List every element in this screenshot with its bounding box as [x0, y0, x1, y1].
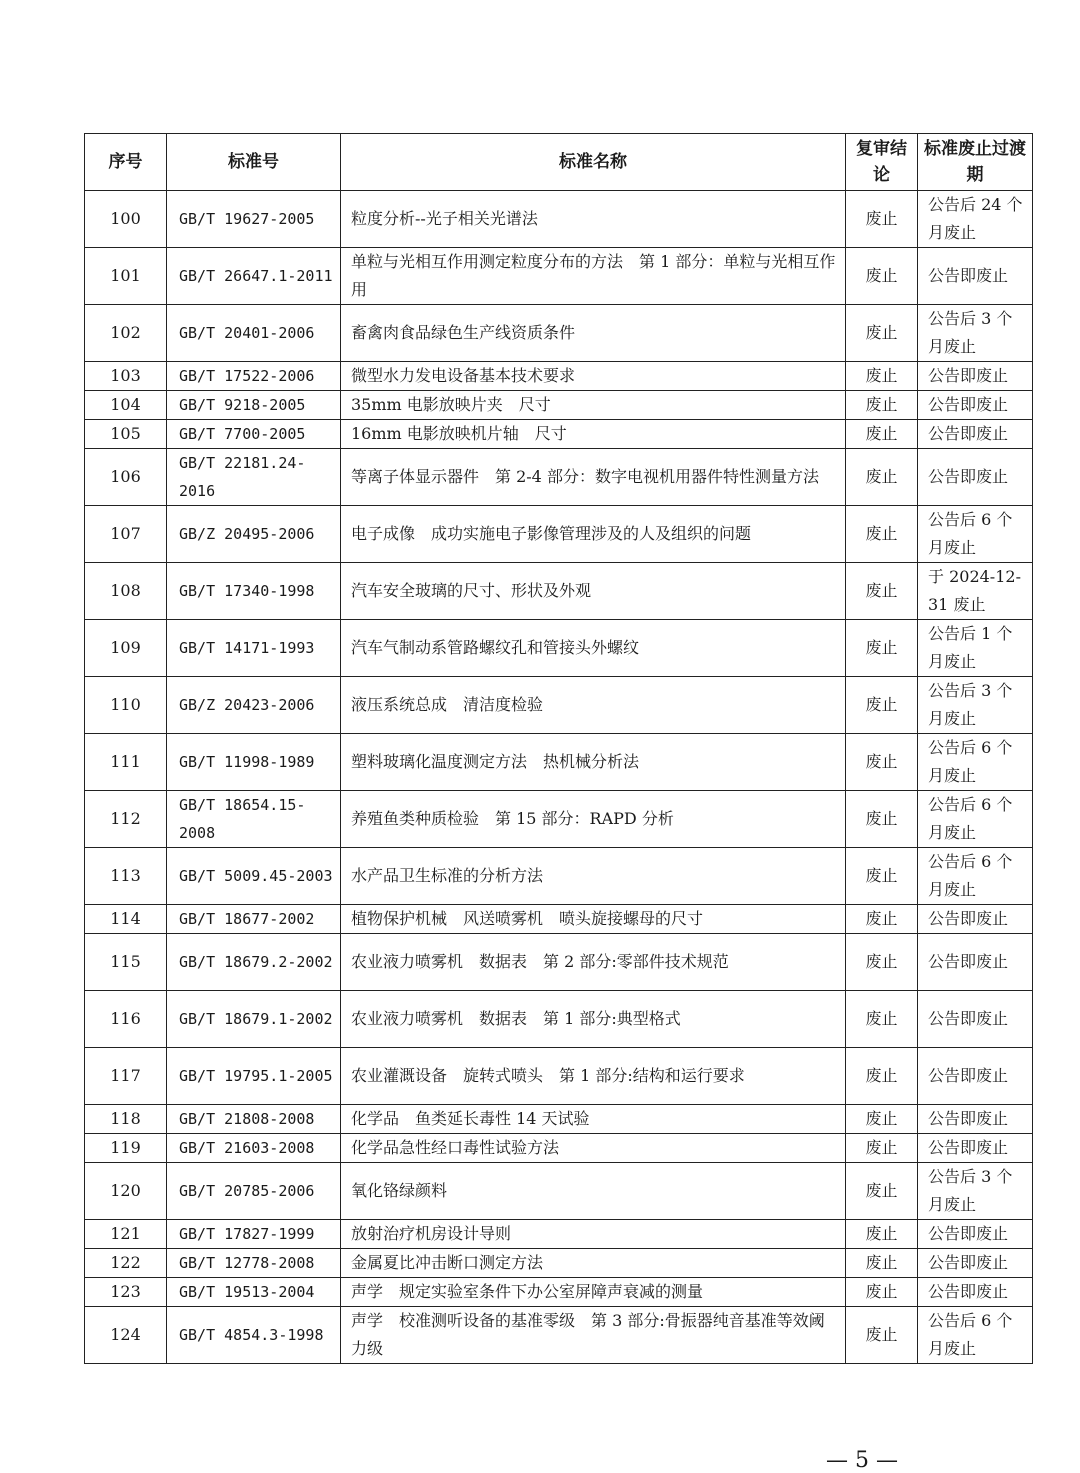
table-row	[85, 506, 1033, 563]
cell-no: 105	[85, 420, 167, 449]
cell-no: 118	[85, 1105, 167, 1134]
cell-name: 等离子体显示器件 第 2-4 部分：数字电视机用器件特性测量方法	[341, 449, 846, 506]
cell-code: GB/T 17827-1999	[167, 1220, 341, 1249]
cell-no: 119	[85, 1134, 167, 1163]
cell-name: 电子成像 成功实施电子影像管理涉及的人及组织的问题	[341, 506, 846, 563]
cell-no: 107	[85, 506, 167, 563]
cell-conclusion: 废止	[846, 934, 918, 991]
table-row	[85, 1278, 1033, 1307]
table-row	[85, 734, 1033, 791]
table-row	[85, 391, 1033, 420]
cell-transition: 公告即废止	[918, 991, 1033, 1048]
cell-code: GB/T 20401-2006	[167, 305, 341, 362]
cell-conclusion: 废止	[846, 1307, 918, 1364]
table-row	[85, 449, 1033, 506]
cell-transition: 公告后 1 个月废止	[918, 620, 1033, 677]
cell-name: 植物保护机械 风送喷雾机 喷头旋接螺母的尺寸	[341, 905, 846, 934]
cell-code: GB/Z 20495-2006	[167, 506, 341, 563]
table-row	[85, 362, 1033, 391]
table-row	[85, 420, 1033, 449]
cell-code: GB/T 7700-2005	[167, 420, 341, 449]
cell-transition: 公告后 6 个月废止	[918, 791, 1033, 848]
page-number: — 5 —	[826, 1448, 898, 1473]
cell-conclusion: 废止	[846, 991, 918, 1048]
cell-code: GB/T 19513-2004	[167, 1278, 341, 1307]
cell-code: GB/T 12778-2008	[167, 1249, 341, 1278]
cell-code: GB/T 18677-2002	[167, 905, 341, 934]
cell-transition: 公告即废止	[918, 248, 1033, 305]
table-row	[85, 1048, 1033, 1105]
cell-name: 畜禽肉食品绿色生产线资质条件	[341, 305, 846, 362]
cell-conclusion: 废止	[846, 563, 918, 620]
cell-no: 114	[85, 905, 167, 934]
cell-name: 塑料玻璃化温度测定方法 热机械分析法	[341, 734, 846, 791]
cell-code: GB/T 19795.1-2005	[167, 1048, 341, 1105]
cell-transition: 于 2024-12-31 废止	[918, 563, 1033, 620]
cell-name: 粒度分析--光子相关光谱法	[341, 191, 846, 248]
cell-name: 声学 校准测听设备的基准零级 第 3 部分:骨振器纯音基准等效阈力级	[341, 1307, 846, 1364]
cell-code: GB/T 21808-2008	[167, 1105, 341, 1134]
table-row	[85, 1163, 1033, 1220]
table-row	[85, 934, 1033, 991]
cell-conclusion: 废止	[846, 420, 918, 449]
cell-transition: 公告即废止	[918, 905, 1033, 934]
cell-conclusion: 废止	[846, 1163, 918, 1220]
cell-no: 123	[85, 1278, 167, 1307]
cell-transition: 公告后 6 个月废止	[918, 848, 1033, 905]
table-header-row	[85, 134, 1033, 191]
cell-transition: 公告即废止	[918, 1105, 1033, 1134]
cell-code: GB/T 18654.15-2008	[167, 791, 341, 848]
cell-conclusion: 废止	[846, 1278, 918, 1307]
cell-no: 120	[85, 1163, 167, 1220]
cell-conclusion: 废止	[846, 1249, 918, 1278]
cell-transition: 公告后 3 个月废止	[918, 677, 1033, 734]
cell-name: 农业液力喷雾机 数据表 第 2 部分:零部件技术规范	[341, 934, 846, 991]
cell-no: 100	[85, 191, 167, 248]
cell-name: 农业液力喷雾机 数据表 第 1 部分:典型格式	[341, 991, 846, 1048]
cell-no: 124	[85, 1307, 167, 1364]
cell-name: 单粒与光相互作用测定粒度分布的方法 第 1 部分：单粒与光相互作用	[341, 248, 846, 305]
cell-code: GB/T 11998-1989	[167, 734, 341, 791]
cell-name: 化学品 鱼类延长毒性 14 天试验	[341, 1105, 846, 1134]
table-row	[85, 1307, 1033, 1364]
header-conclusion: 复审结论	[846, 134, 918, 191]
cell-no: 103	[85, 362, 167, 391]
table-row	[85, 848, 1033, 905]
cell-transition: 公告即废止	[918, 1134, 1033, 1163]
cell-code: GB/T 14171-1993	[167, 620, 341, 677]
cell-transition: 公告即废止	[918, 1220, 1033, 1249]
cell-name: 汽车气制动系管路螺纹孔和管接头外螺纹	[341, 620, 846, 677]
cell-conclusion: 废止	[846, 734, 918, 791]
table-row	[85, 905, 1033, 934]
cell-transition: 公告后 3 个月废止	[918, 305, 1033, 362]
cell-name: 水产品卫生标准的分析方法	[341, 848, 846, 905]
cell-name: 汽车安全玻璃的尺寸、形状及外观	[341, 563, 846, 620]
cell-conclusion: 废止	[846, 1048, 918, 1105]
cell-code: GB/T 21603-2008	[167, 1134, 341, 1163]
header-code: 标准号	[167, 134, 341, 191]
cell-conclusion: 废止	[846, 191, 918, 248]
cell-no: 122	[85, 1249, 167, 1278]
cell-code: GB/T 19627-2005	[167, 191, 341, 248]
cell-transition: 公告即废止	[918, 934, 1033, 991]
cell-code: GB/T 5009.45-2003	[167, 848, 341, 905]
cell-transition: 公告即废止	[918, 1278, 1033, 1307]
table-row	[85, 1134, 1033, 1163]
standards-table	[84, 133, 1033, 1364]
table-row	[85, 305, 1033, 362]
table-row	[85, 248, 1033, 305]
cell-name: 35mm 电影放映片夹 尺寸	[341, 391, 846, 420]
cell-code: GB/T 18679.1-2002	[167, 991, 341, 1048]
cell-transition: 公告后 24 个月废止	[918, 191, 1033, 248]
cell-conclusion: 废止	[846, 391, 918, 420]
cell-no: 109	[85, 620, 167, 677]
cell-conclusion: 废止	[846, 905, 918, 934]
cell-conclusion: 废止	[846, 305, 918, 362]
cell-conclusion: 废止	[846, 362, 918, 391]
cell-code: GB/Z 20423-2006	[167, 677, 341, 734]
cell-no: 108	[85, 563, 167, 620]
cell-code: GB/T 26647.1-2011	[167, 248, 341, 305]
cell-no: 121	[85, 1220, 167, 1249]
cell-transition: 公告后 3 个月废止	[918, 1163, 1033, 1220]
cell-transition: 公告即废止	[918, 391, 1033, 420]
cell-no: 106	[85, 449, 167, 506]
cell-name: 氧化铬绿颜料	[341, 1163, 846, 1220]
table-row	[85, 563, 1033, 620]
table-row	[85, 677, 1033, 734]
cell-no: 104	[85, 391, 167, 420]
cell-code: GB/T 22181.24-2016	[167, 449, 341, 506]
cell-no: 113	[85, 848, 167, 905]
header-no: 序号	[85, 134, 167, 191]
table-row	[85, 1249, 1033, 1278]
cell-transition: 公告后 6 个月废止	[918, 734, 1033, 791]
table-row	[85, 1105, 1033, 1134]
cell-no: 110	[85, 677, 167, 734]
cell-code: GB/T 4854.3-1998	[167, 1307, 341, 1364]
cell-transition: 公告后 6 个月废止	[918, 506, 1033, 563]
cell-conclusion: 废止	[846, 620, 918, 677]
cell-name: 放射治疗机房设计导则	[341, 1220, 846, 1249]
table-row	[85, 791, 1033, 848]
cell-transition: 公告即废止	[918, 420, 1033, 449]
cell-conclusion: 废止	[846, 449, 918, 506]
cell-conclusion: 废止	[846, 506, 918, 563]
cell-name: 16mm 电影放映机片轴 尺寸	[341, 420, 846, 449]
cell-transition: 公告后 6 个月废止	[918, 1307, 1033, 1364]
table-row	[85, 620, 1033, 677]
cell-transition: 公告即废止	[918, 1249, 1033, 1278]
table-row	[85, 991, 1033, 1048]
cell-name: 金属夏比冲击断口测定方法	[341, 1249, 846, 1278]
table-row	[85, 191, 1033, 248]
cell-code: GB/T 20785-2006	[167, 1163, 341, 1220]
cell-no: 102	[85, 305, 167, 362]
cell-conclusion: 废止	[846, 1134, 918, 1163]
cell-no: 112	[85, 791, 167, 848]
cell-code: GB/T 9218-2005	[167, 391, 341, 420]
header-name: 标准名称	[341, 134, 846, 191]
cell-code: GB/T 17522-2006	[167, 362, 341, 391]
cell-no: 111	[85, 734, 167, 791]
cell-name: 液压系统总成 清洁度检验	[341, 677, 846, 734]
cell-name: 微型水力发电设备基本技术要求	[341, 362, 846, 391]
cell-transition: 公告即废止	[918, 449, 1033, 506]
header-transition: 标准废止过渡期	[918, 134, 1033, 191]
cell-conclusion: 废止	[846, 248, 918, 305]
cell-conclusion: 废止	[846, 677, 918, 734]
table-row	[85, 1220, 1033, 1249]
cell-name: 声学 规定实验室条件下办公室屏障声衰减的测量	[341, 1278, 846, 1307]
cell-no: 117	[85, 1048, 167, 1105]
cell-no: 101	[85, 248, 167, 305]
cell-name: 化学品急性经口毒性试验方法	[341, 1134, 846, 1163]
cell-name: 农业灌溉设备 旋转式喷头 第 1 部分:结构和运行要求	[341, 1048, 846, 1105]
cell-no: 115	[85, 934, 167, 991]
table-body	[85, 191, 1033, 1364]
cell-conclusion: 废止	[846, 791, 918, 848]
cell-transition: 公告即废止	[918, 1048, 1033, 1105]
cell-no: 116	[85, 991, 167, 1048]
cell-conclusion: 废止	[846, 1220, 918, 1249]
cell-conclusion: 废止	[846, 1105, 918, 1134]
cell-code: GB/T 17340-1998	[167, 563, 341, 620]
cell-conclusion: 废止	[846, 848, 918, 905]
cell-code: GB/T 18679.2-2002	[167, 934, 341, 991]
cell-name: 养殖鱼类种质检验 第 15 部分：RAPD 分析	[341, 791, 846, 848]
cell-transition: 公告即废止	[918, 362, 1033, 391]
